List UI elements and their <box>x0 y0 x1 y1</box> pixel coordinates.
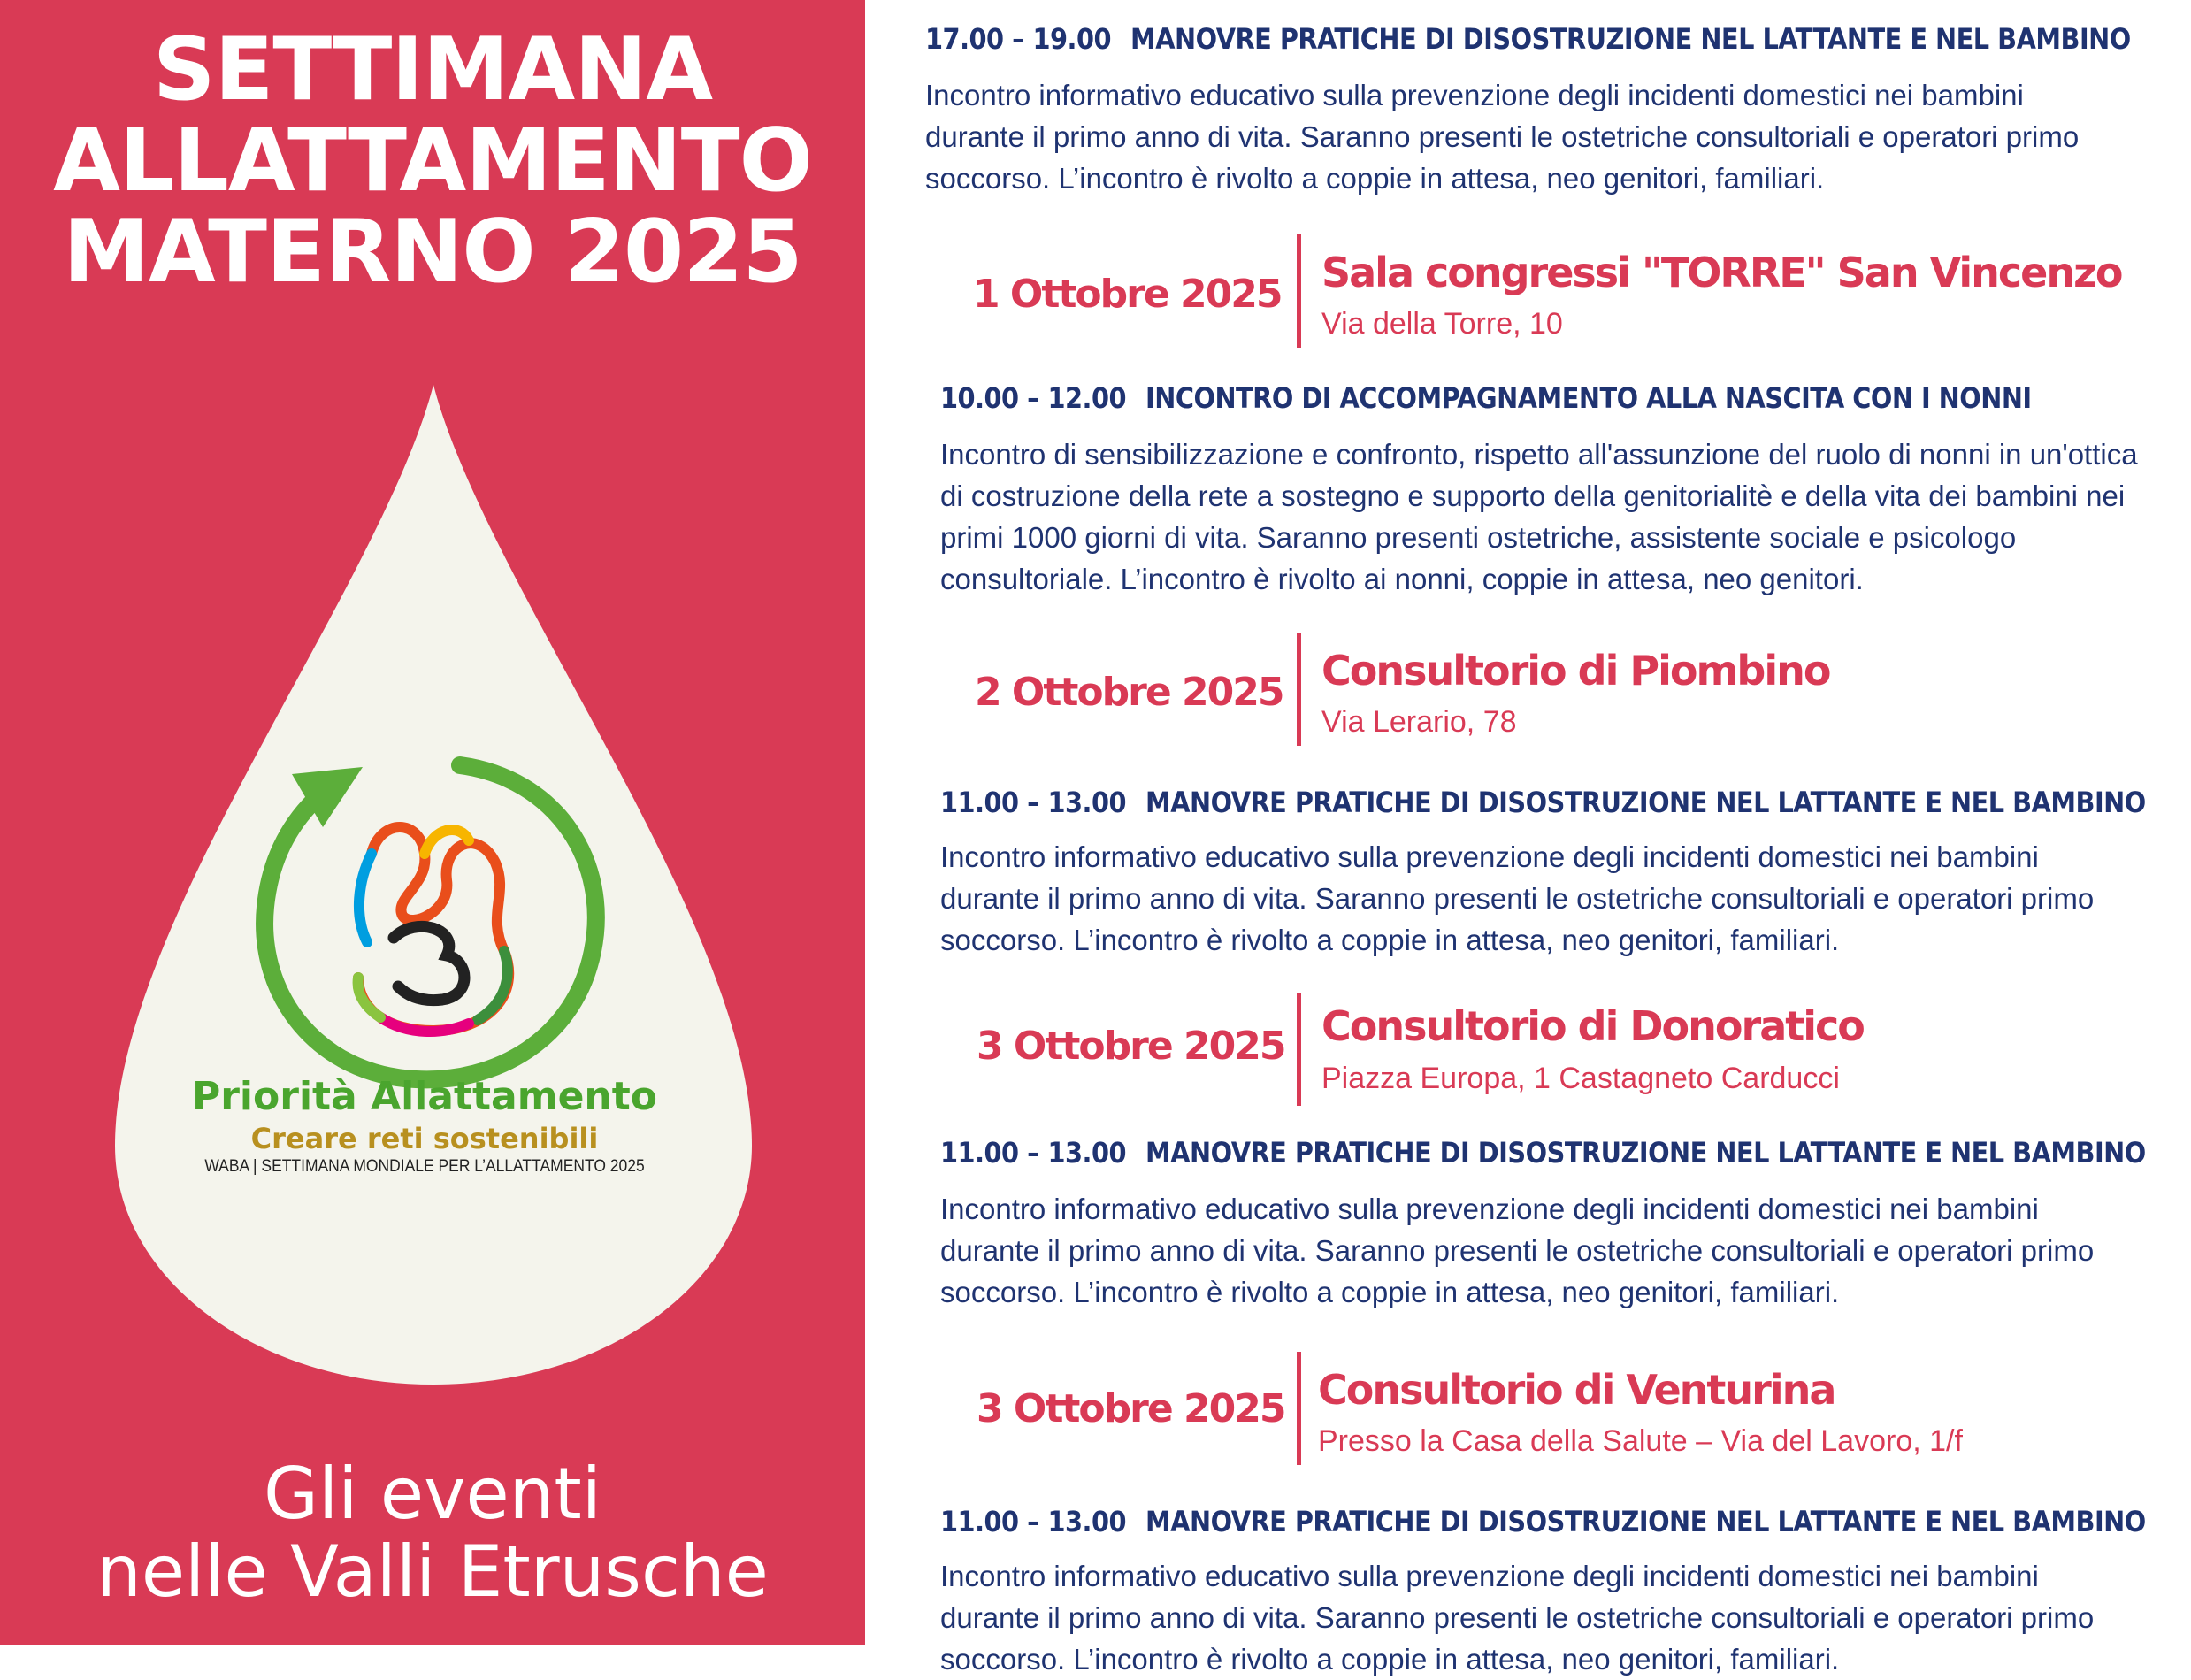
event-address: Via della Torre, 10 <box>1321 307 1563 341</box>
event-address: Via Lerario, 78 <box>1321 705 1517 739</box>
divider-bar <box>1297 993 1301 1106</box>
session-description <box>940 433 2138 600</box>
event-date: 2 Ottobre 2025 <box>975 670 1283 715</box>
event-date: 1 Ottobre 2025 <box>973 272 1282 317</box>
event-venue: Sala congressi "TORRE" San Vincenzo <box>1321 249 2122 296</box>
session-heading <box>940 1504 2146 1539</box>
session-heading <box>940 785 2146 820</box>
logo-line-3: WABA | SETTIMANA MONDIALE PER L’ALLATTAMENTO 2025 <box>204 1157 645 1176</box>
session-title: INCONTRO DI ACCOMPAGNAMENTO ALLA NASCITA CON I NONNI <box>1145 381 2032 415</box>
footer-line-1: Gli eventi <box>264 1453 601 1535</box>
session-description <box>940 1555 2094 1680</box>
logo-caption <box>142 1072 708 1178</box>
description-line: durante il primo anno di vita. Saranno presenti le ostetriche consultoriali e operatori primo <box>940 882 2095 915</box>
event-date: 3 Ottobre 2025 <box>977 1386 1285 1431</box>
event-date: 3 Ottobre 2025 <box>977 1024 1285 1069</box>
title-line-3: MATERNO 2025 <box>63 202 802 303</box>
description-line: Incontro informativo educativo sulla prevenzione degli incidenti domestici nei bambini <box>925 79 2024 111</box>
description-line: consultoriale. L’incontro è rivolto ai nonni, coppie in attesa, neo genitori. <box>940 563 1864 595</box>
description-line: soccorso. L’incontro è rivolto a coppie in attesa, neo genitori, familiari. <box>940 1643 1840 1676</box>
description-line: primi 1000 giorni di vita. Saranno presenti ostetriche, assistente sociale e psicologo <box>940 521 2017 554</box>
session-time: 10.00 – 12.00 <box>940 381 1127 415</box>
session-time: 17.00 – 19.00 <box>925 22 1112 56</box>
session-description <box>940 836 2094 961</box>
footer-line-2: nelle Valli Etrusche <box>96 1530 769 1613</box>
logo-line-2: Creare reti sostenibili <box>250 1122 599 1155</box>
session-heading <box>940 380 2032 416</box>
description-line: Incontro di sensibilizzazione e confronto, rispetto all'assunzione del ruolo di nonni in un'ottica <box>940 438 2138 471</box>
session-title: MANOVRE PRATICHE DI DISOSTRUZIONE NEL LATTANTE E NEL BAMBINO <box>1145 786 2146 819</box>
session-time: 11.00 – 13.00 <box>940 1136 1127 1170</box>
description-line: durante il primo anno di vita. Saranno presenti le ostetriche consultoriali e operatori primo <box>940 1601 2095 1634</box>
left-panel <box>0 0 865 1645</box>
description-line: durante il primo anno di vita. Saranno presenti le ostetriche consultoriali e operatori primo <box>940 1234 2095 1267</box>
divider-bar <box>1297 1352 1301 1465</box>
description-line: Incontro informativo educativo sulla prevenzione degli incidenti domestici nei bambini <box>940 840 2039 873</box>
divider-bar <box>1297 234 1301 348</box>
session-time: 11.00 – 13.00 <box>940 786 1127 819</box>
event-venue: Consultorio di Donoratico <box>1321 1002 1864 1050</box>
milk-drop-icon <box>115 385 752 1385</box>
poster-title <box>0 19 865 303</box>
description-line: Incontro informativo educativo sulla prevenzione degli incidenti domestici nei bambini <box>940 1560 2039 1592</box>
session-title: MANOVRE PRATICHE DI DISOSTRUZIONE NEL LATTANTE E NEL BAMBINO <box>1145 1136 2146 1170</box>
session-description <box>925 74 2079 199</box>
description-line: soccorso. L’incontro è rivolto a coppie in attesa, neo genitori, familiari. <box>940 924 1840 956</box>
session-time: 11.00 – 13.00 <box>940 1505 1127 1538</box>
title-line-1: SETTIMANA <box>152 19 713 120</box>
description-line: durante il primo anno di vita. Saranno presenti le ostetriche consultoriali e operatori primo <box>925 120 2080 153</box>
title-line-2: ALLATTAMENTO <box>53 111 812 211</box>
session-description <box>940 1188 2094 1313</box>
poster-footer <box>0 1455 865 1611</box>
session-heading <box>925 21 2131 57</box>
session-title: MANOVRE PRATICHE DI DISOSTRUZIONE NEL LATTANTE E NEL BAMBINO <box>1130 22 2131 56</box>
event-venue: Consultorio di Piombino <box>1321 647 1830 694</box>
description-line: soccorso. L’incontro è rivolto a coppie in attesa, neo genitori, familiari. <box>925 162 1825 195</box>
session-heading <box>940 1135 2146 1170</box>
description-line: Incontro informativo educativo sulla prevenzione degli incidenti domestici nei bambini <box>940 1193 2039 1225</box>
description-line: soccorso. L’incontro è rivolto a coppie in attesa, neo genitori, familiari. <box>940 1276 1840 1308</box>
description-line: di costruzione della rete a sostegno e supporto della genitorialitè e della vita dei bambini nei <box>940 479 2126 512</box>
divider-bar <box>1297 633 1301 746</box>
event-address: Piazza Europa, 1 Castagneto Carducci <box>1321 1062 1840 1095</box>
event-venue: Consultorio di Venturina <box>1318 1366 1835 1414</box>
logo-line-1: Priorità Allattamento <box>191 1074 658 1119</box>
event-address: Presso la Casa della Salute – Via del Lavoro, 1/f <box>1318 1424 1963 1458</box>
session-title: MANOVRE PRATICHE DI DISOSTRUZIONE NEL LATTANTE E NEL BAMBINO <box>1145 1505 2146 1538</box>
